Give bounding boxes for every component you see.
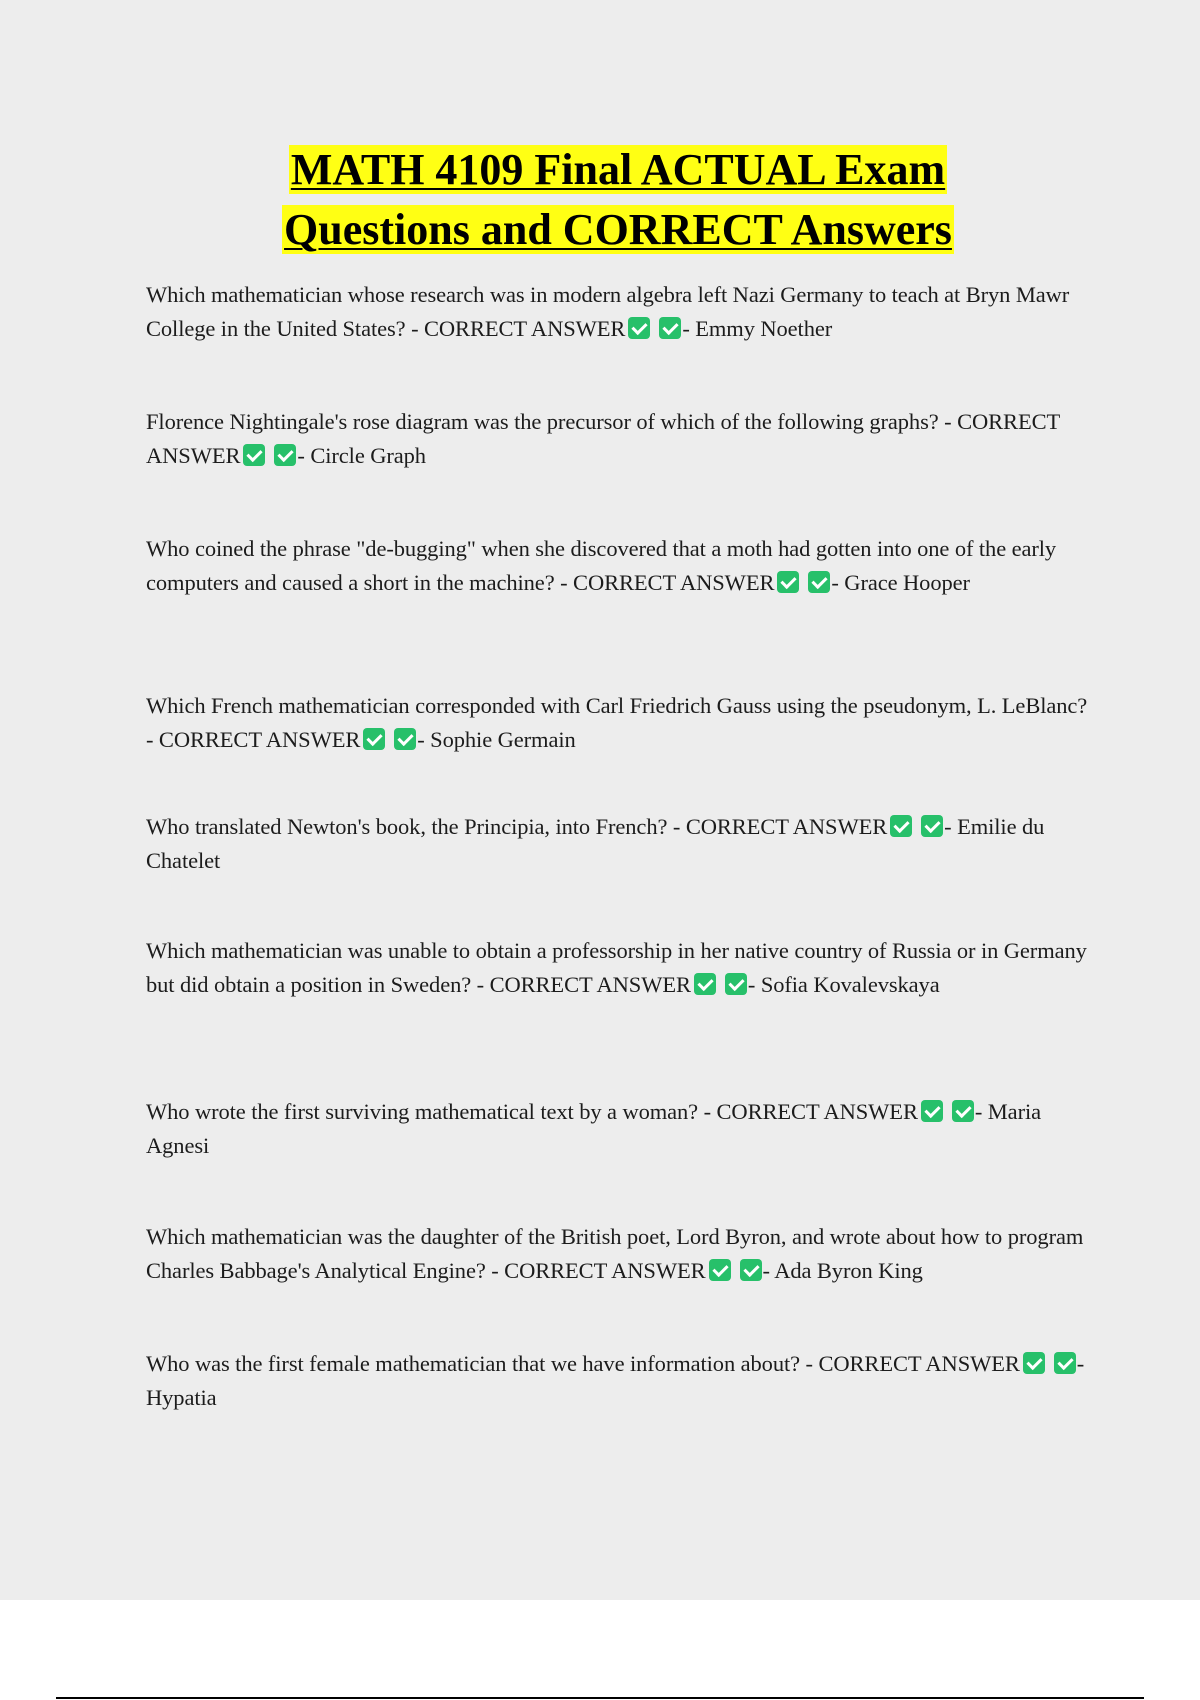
page-bottom-rule xyxy=(56,1697,1144,1699)
answer-marker: CORRECT ANSWER xyxy=(716,1099,918,1124)
answer-text: - Emmy Noether xyxy=(682,316,833,341)
check-mark-icon xyxy=(952,1100,974,1122)
answer-text: - Hypatia xyxy=(146,1351,1085,1410)
answer-text: - Emilie du Chatelet xyxy=(146,814,1045,873)
answer-marker: CORRECT ANSWER xyxy=(423,316,626,341)
answer-marker: CORRECT ANSWER xyxy=(158,727,361,752)
question-text: Which mathematician was the daughter of the British poet, Lord Byron, and wrote about how to program Charles Babbage's Analytical Engine? - xyxy=(146,1224,1084,1283)
qa-item xyxy=(146,405,1096,473)
question-text: Who coined the phrase "de-bugging" when she discovered that a moth had gotten into one of the early computers and caused a short in the machine? - xyxy=(146,536,1057,595)
answer-marker: CORRECT ANSWER xyxy=(146,409,1060,468)
qa-item xyxy=(146,1095,1096,1163)
answer-text: - Grace Hooper xyxy=(831,570,970,595)
title-line-1: MATH 4109 Final ACTUAL Exam xyxy=(290,145,946,194)
qa-item xyxy=(146,810,1096,878)
check-mark-icon xyxy=(921,815,943,837)
answer-text: - Sophie Germain xyxy=(417,727,576,752)
check-mark-icon xyxy=(694,973,716,995)
answer-text: - Circle Graph xyxy=(297,443,426,468)
check-mark-icon xyxy=(394,728,416,750)
check-mark-icon xyxy=(709,1259,731,1281)
check-mark-icon xyxy=(659,317,681,339)
question-text: Who translated Newton's book, the Principia, into French? - xyxy=(146,814,686,839)
answer-text: - Maria Agnesi xyxy=(146,1099,1042,1158)
check-mark-icon xyxy=(274,444,296,466)
qa-item xyxy=(146,1347,1096,1415)
qa-item xyxy=(146,532,1096,600)
qa-item xyxy=(146,934,1096,1002)
answer-marker: CORRECT ANSWER xyxy=(818,1351,1020,1376)
check-mark-icon xyxy=(725,973,747,995)
answer-text: - Sofia Kovalevskaya xyxy=(747,972,940,997)
answer-marker: CORRECT ANSWER xyxy=(573,570,775,595)
check-mark-icon xyxy=(628,317,650,339)
question-text: Florence Nightingale's rose diagram was the precursor of which of the following graphs? - xyxy=(146,409,958,434)
answer-text: - Ada Byron King xyxy=(762,1258,923,1283)
answer-marker: CORRECT ANSWER xyxy=(504,1258,706,1283)
qa-item xyxy=(146,1220,1096,1288)
question-text: Who wrote the first surviving mathematical text by a woman? - xyxy=(146,1099,717,1124)
qa-item xyxy=(146,278,1096,346)
answer-marker: CORRECT ANSWER xyxy=(489,972,691,997)
answer-marker: CORRECT ANSWER xyxy=(685,814,888,839)
check-mark-icon xyxy=(890,815,912,837)
check-mark-icon xyxy=(808,571,830,593)
check-mark-icon xyxy=(243,444,265,466)
check-mark-icon xyxy=(1023,1352,1045,1374)
check-mark-icon xyxy=(921,1100,943,1122)
question-text: Which French mathematician corresponded with Carl Friedrich Gauss using the pseudonym, L. LeBlanc? - xyxy=(146,693,1088,752)
title-line-2: Questions and CORRECT Answers xyxy=(284,205,952,254)
qa-item xyxy=(146,689,1096,757)
question-text: Which mathematician whose research was in modern algebra left Nazi Germany to teach at Bryn Mawr College in the United States? - xyxy=(146,282,1070,341)
question-text: Who was the first female mathematician that we have information about? - xyxy=(146,1351,819,1376)
check-mark-icon xyxy=(363,728,385,750)
document-title xyxy=(0,140,1200,260)
check-mark-icon xyxy=(1054,1352,1076,1374)
check-mark-icon xyxy=(777,571,799,593)
question-text: Which mathematician was unable to obtain a professorship in her native country of Russia or in Germany but did obtain a position in Sweden? - xyxy=(146,938,1087,997)
check-mark-icon xyxy=(740,1259,762,1281)
